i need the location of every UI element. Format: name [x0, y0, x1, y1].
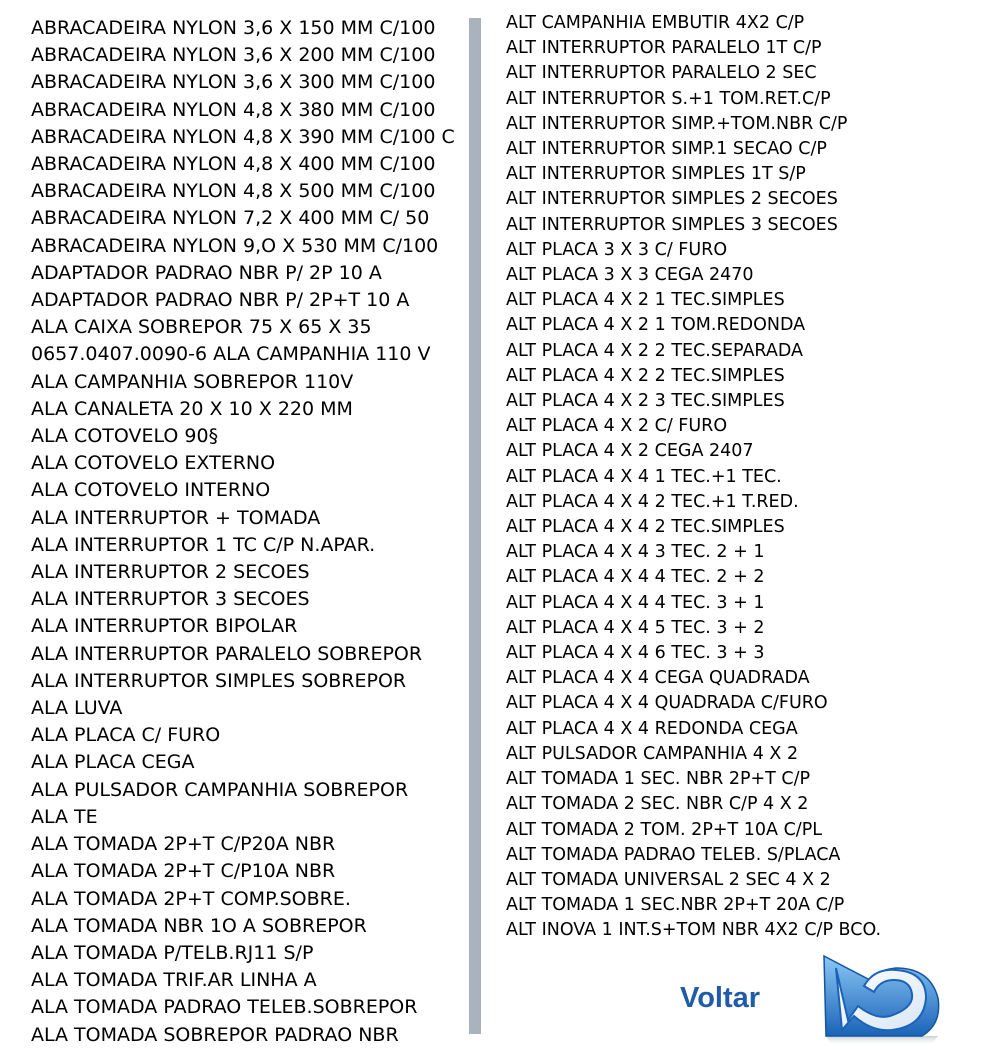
list-item: ALT PLACA 4 X 4 REDONDA CEGA	[506, 718, 798, 739]
list-item: ALT INOVA 1 INT.S+TOM NBR 4X2 C/P BCO.	[506, 920, 882, 941]
list-item: ALT PLACA 4 X 4 1 TEC.+1 TEC.	[506, 466, 782, 487]
list-item: ALT PLACA 4 X 4 2 TEC.SIMPLES	[506, 517, 785, 538]
list-item: ABRACADEIRA NYLON 3,6 X 150 MM C/100	[31, 17, 436, 39]
list-item: ALT PLACA 4 X 2 1 TOM.REDONDA	[506, 315, 806, 336]
list-item: ALA PULSADOR CAMPANHIA SOBREPOR	[31, 778, 409, 801]
list-item: ALA TOMADA 2P+T COMP.SOBRE.	[31, 887, 351, 910]
list-item: ALT INTERRUPTOR SIMP.+TOM.NBR C/P	[506, 113, 848, 134]
list-item: ALT PLACA 4 X 4 4 TEC. 3 + 1	[506, 592, 765, 613]
curved-back-arrow-icon	[818, 950, 946, 1046]
list-item: ALT PLACA 4 X 4 2 TEC.+1 T.RED.	[506, 491, 799, 512]
list-item: ALA TOMADA TRIF.AR LINHA A	[31, 969, 317, 992]
list-item: ALT INTERRUPTOR PARALELO 1T C/P	[506, 38, 822, 59]
list-item: ALT INTERRUPTOR SIMPLES 3 SECOES	[506, 214, 838, 235]
list-item: ALA COTOVELO EXTERNO	[31, 452, 276, 475]
list-item: ABRACADEIRA NYLON 9,O X 530 MM C/100	[31, 234, 439, 257]
list-item: ALA TOMADA 2P+T C/P10A NBR	[31, 860, 336, 883]
list-item: ALT PLACA 4 X 2 2 TEC.SIMPLES	[506, 365, 785, 386]
product-list-right	[506, 11, 881, 944]
list-item: ALT PLACA 4 X 4 4 TEC. 2 + 2	[506, 567, 765, 588]
list-item: ALA INTERRUPTOR 3 SECOES	[31, 588, 310, 611]
list-item: ALT PLACA 4 X 4 QUADRADA C/FURO	[506, 693, 828, 714]
list-item: ALT INTERRUPTOR SIMP.1 SECAO C/P	[506, 139, 827, 160]
list-item: ABRACADEIRA NYLON 4,8 X 500 MM C/100	[31, 180, 436, 203]
list-item: ALT PULSADOR CAMPANHIA 4 X 2	[506, 743, 799, 764]
list-item: ADAPTADOR PADRAO NBR P/ 2P 10 A	[31, 261, 382, 284]
list-item: ADAPTADOR PADRAO NBR P/ 2P+T 10 A	[31, 289, 410, 312]
list-item: ALT PLACA 4 X 2 3 TEC.SIMPLES	[506, 391, 785, 412]
list-item: ALT CAMPANHIA EMBUTIR 4X2 C/P	[506, 13, 805, 33]
list-item: ALA INTERRUPTOR SIMPLES SOBREPOR	[31, 669, 407, 692]
list-item: ALA COTOVELO 90§	[31, 425, 219, 448]
list-item: ALA TOMADA P/TELB.RJ11 S/P	[31, 941, 314, 964]
product-list-left	[31, 15, 455, 1049]
list-item: ALT PLACA 4 X 2 1 TEC.SIMPLES	[506, 290, 785, 311]
list-item: ALT PLACA 4 X 4 5 TEC. 3 + 2	[506, 617, 765, 638]
back-link-label[interactable]: Voltar	[680, 982, 761, 1014]
list-item: ALA INTERRUPTOR BIPOLAR	[31, 615, 298, 638]
list-item: ALA PLACA C/ FURO	[31, 724, 221, 747]
list-item: ALT INTERRUPTOR SIMPLES 2 SECOES	[506, 189, 838, 210]
list-item: ABRACADEIRA NYLON 4,8 X 380 MM C/100	[31, 98, 436, 121]
list-item: ALA INTERRUPTOR 1 TC C/P N.APAR.	[31, 533, 376, 556]
list-item: ABRACADEIRA NYLON 4,8 X 400 MM C/100	[31, 153, 436, 176]
list-item: ALA INTERRUPTOR + TOMADA	[31, 506, 321, 529]
list-item: ALA TOMADA 2P+T C/P20A NBR	[31, 833, 336, 856]
list-item: ALA CAMPANHIA SOBREPOR 110V	[31, 370, 354, 393]
list-item: ALT PLACA 4 X 2 C/ FURO	[506, 416, 728, 437]
list-item: ALT PLACA 4 X 4 CEGA QUADRADA	[506, 668, 810, 689]
list-item: ALT PLACA 4 X 2 CEGA 2407	[506, 441, 754, 462]
list-item: ALT PLACA 4 X 4 3 TEC. 2 + 1	[506, 542, 765, 563]
list-item: ALA TOMADA PADRAO TELEB.SOBREPOR	[31, 996, 418, 1019]
list-item: ALT INTERRUPTOR SIMPLES 1T S/P	[506, 164, 806, 185]
list-item: ALT TOMADA 2 TOM. 2P+T 10A C/PL	[506, 819, 823, 840]
list-item: ALT TOMADA UNIVERSAL 2 SEC 4 X 2	[506, 869, 831, 890]
list-item: ABRACADEIRA NYLON 3,6 X 300 MM C/100	[31, 71, 436, 94]
list-item: ABRACADEIRA NYLON 7,2 X 400 MM C/ 50	[31, 207, 430, 230]
list-item: ALA INTERRUPTOR PARALELO SOBREPOR	[31, 642, 423, 665]
list-item: ALT TOMADA PADRAO TELEB. S/PLACA	[506, 844, 841, 865]
list-item: ALA CANALETA 20 X 10 X 220 MM	[31, 397, 353, 420]
list-item: ALA TE	[31, 805, 98, 828]
list-item: ALT PLACA 3 X 3 CEGA 2470	[506, 265, 754, 286]
list-item: ALA INTERRUPTOR 2 SECOES	[31, 561, 310, 584]
list-item: ALA PLACA CEGA	[31, 751, 195, 774]
list-item: ALA LUVA	[31, 697, 123, 720]
list-item: ALT TOMADA 2 SEC. NBR C/P 4 X 2	[506, 794, 809, 815]
list-item: ALA CAIXA SOBREPOR 75 X 65 X 35	[31, 316, 372, 339]
list-item: ALA TOMADA SOBREPOR PADRAO NBR	[31, 1023, 399, 1046]
list-item: ALT PLACA 3 X 3 C/ FURO	[506, 239, 728, 260]
list-item: ALT TOMADA 1 SEC.NBR 2P+T 20A C/P	[506, 895, 845, 916]
list-item: ALT PLACA 4 X 2 2 TEC.SEPARADA	[506, 340, 803, 361]
list-item: ALA TOMADA NBR 1O A SOBREPOR	[31, 914, 367, 937]
list-item: ALA COTOVELO INTERNO	[31, 479, 271, 502]
back-button[interactable]	[818, 950, 946, 1046]
column-divider	[469, 18, 481, 1034]
list-item: ALT INTERRUPTOR S.+1 TOM.RET.C/P	[506, 88, 831, 109]
list-item: 0657.0407.0090-6 ALA CAMPANHIA 110 V	[31, 343, 431, 366]
list-item: ALT TOMADA 1 SEC. NBR 2P+T C/P	[506, 769, 811, 790]
list-item: ABRACADEIRA NYLON 3,6 X 200 MM C/100	[31, 44, 436, 67]
list-item: ABRACADEIRA NYLON 4,8 X 390 MM C/100 C	[31, 125, 455, 148]
list-item: ALT INTERRUPTOR PARALELO 2 SEC	[506, 63, 817, 84]
list-item: ALT PLACA 4 X 4 6 TEC. 3 + 3	[506, 643, 765, 664]
